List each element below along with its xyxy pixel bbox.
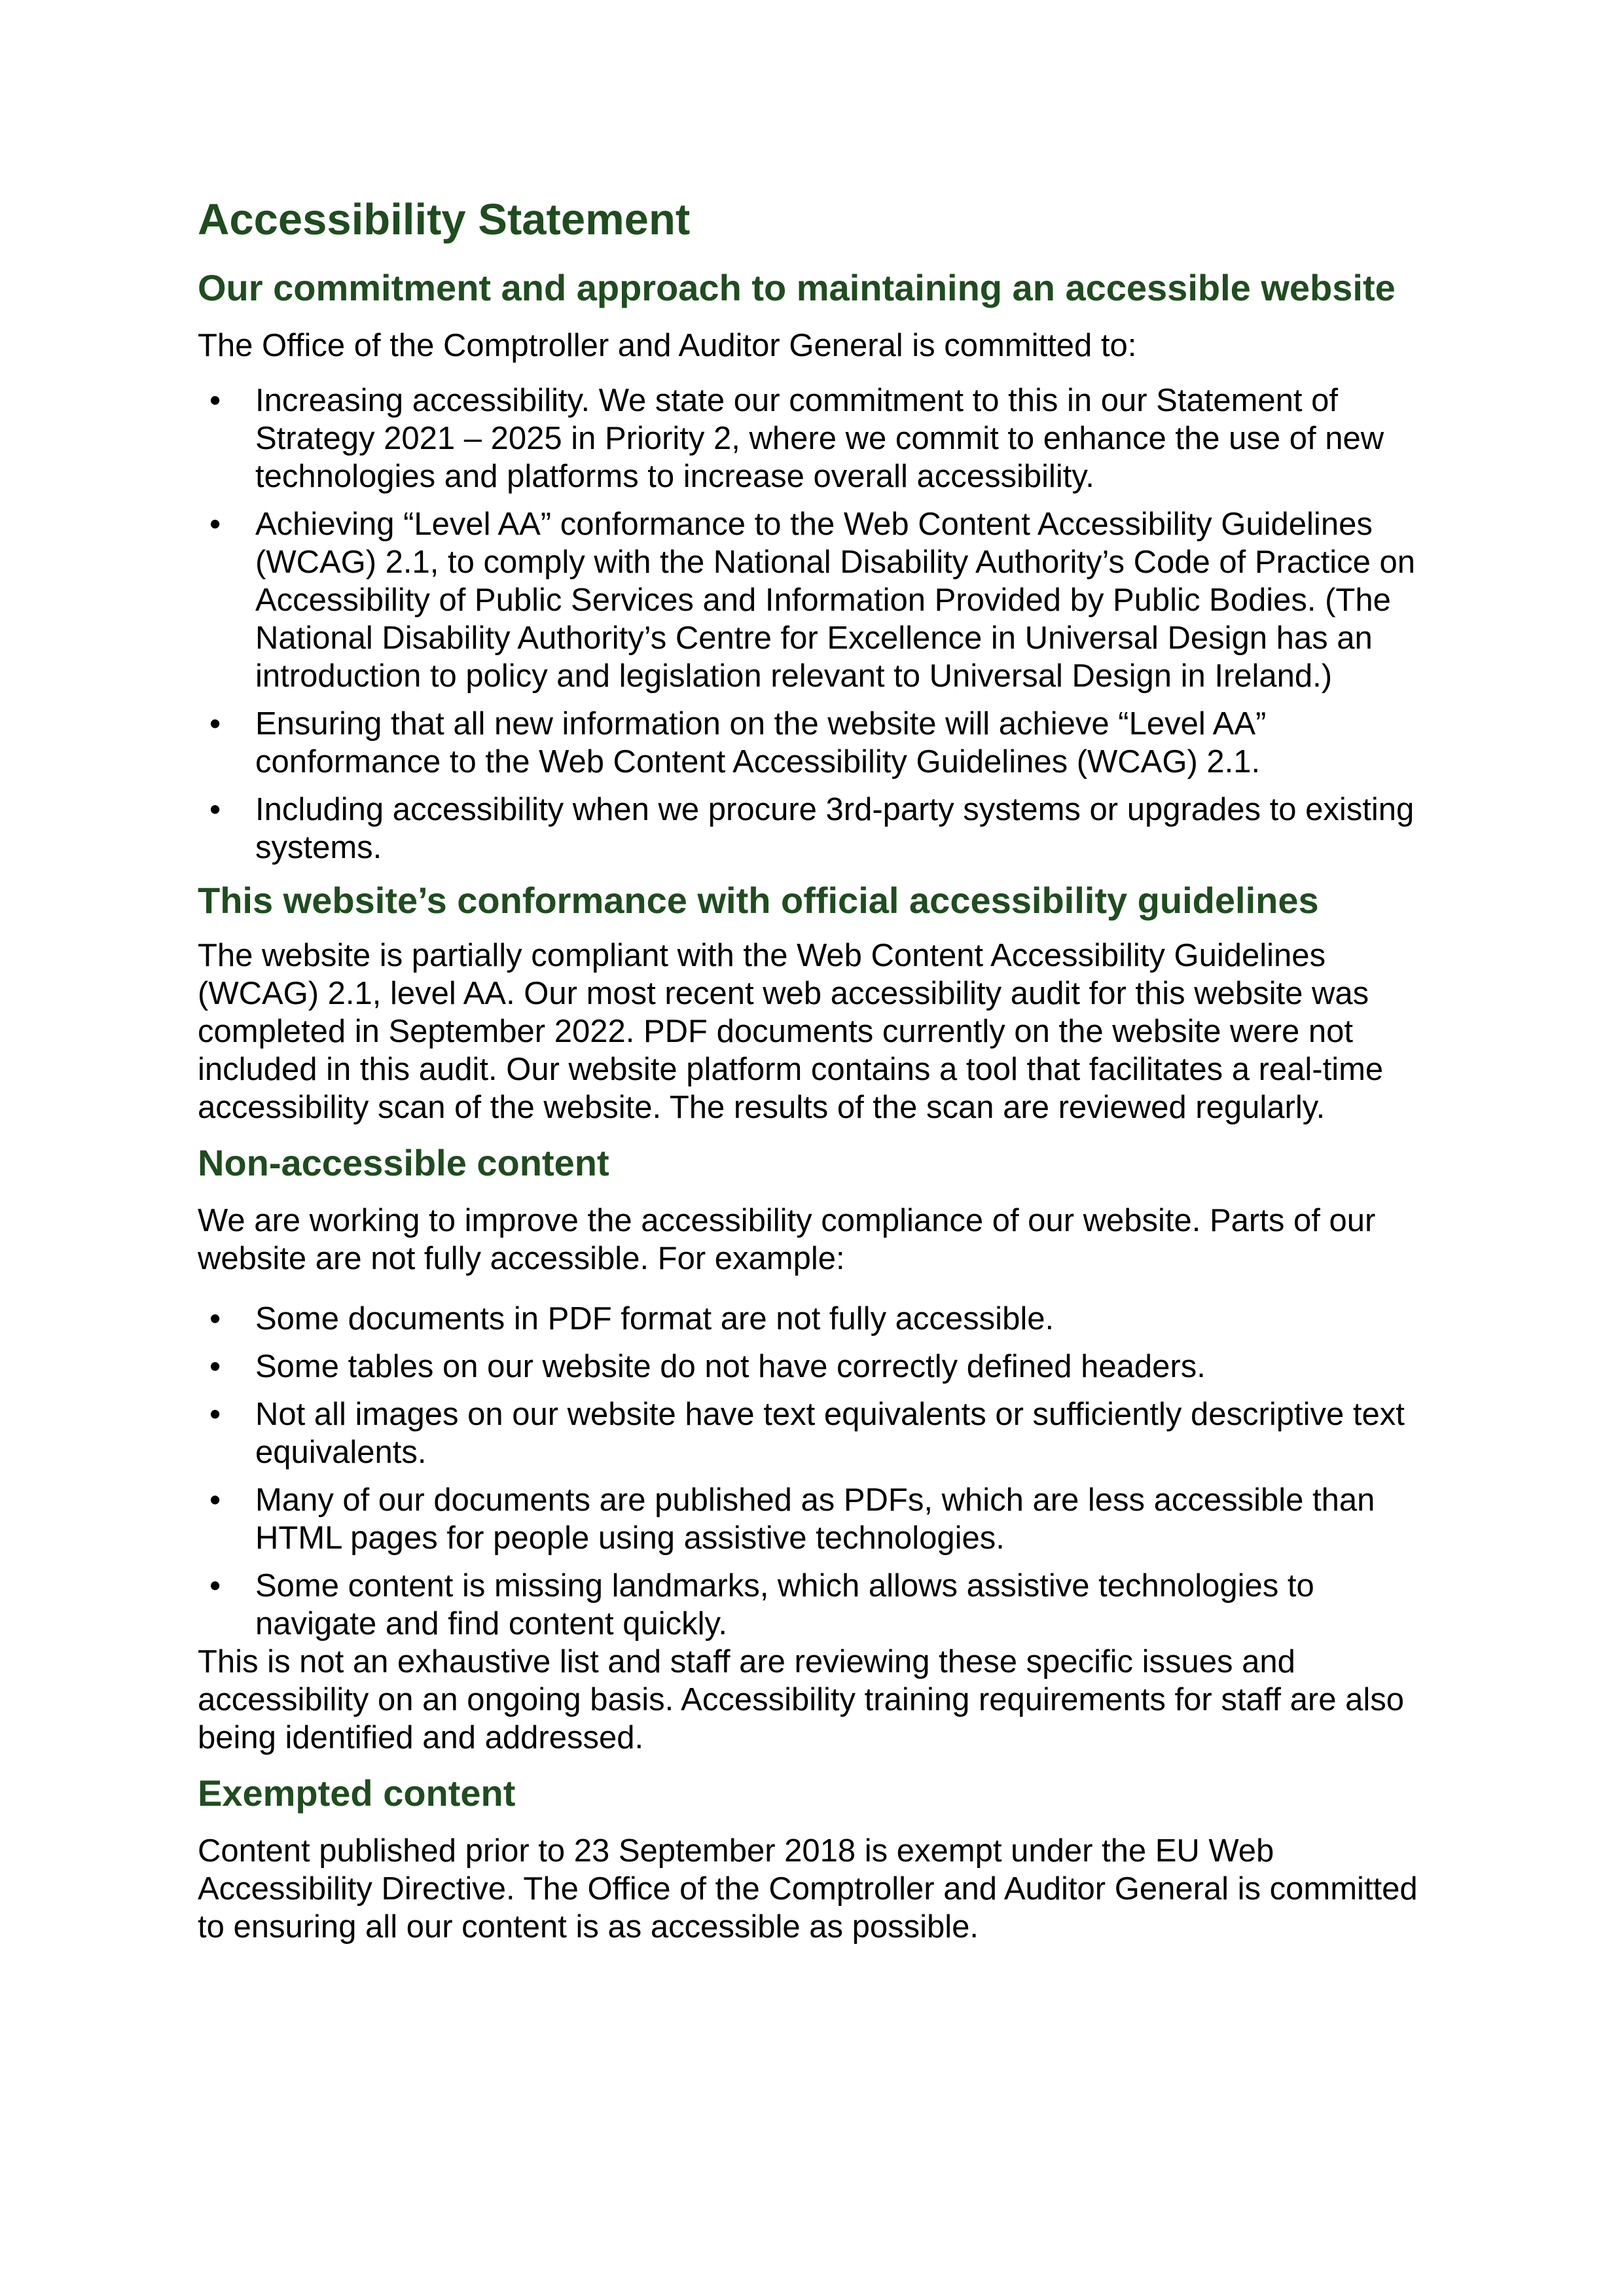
list-item: • Some content is missing landmarks, which allows assistive technologies to navigate and find content quickly. — [198, 1567, 1441, 1643]
list-item: • Ensuring that all new information on the website will achieve “Level AA” conformance to the Web Content Accessibility Guidelines (WCAG) 2.1. — [198, 705, 1441, 781]
section-heading-conformance: This website’s conformance with official accessibility guidelines — [198, 880, 1319, 921]
non-accessible-list — [198, 1300, 1441, 1643]
list-item: • Many of our documents are published as PDFs, which are less accessible than HTML pages for people using assistive technologies. — [198, 1481, 1441, 1557]
list-item: • Some tables on our website do not have correctly defined headers. — [198, 1348, 1441, 1386]
section-heading-non-accessible: Non-accessible content — [198, 1142, 609, 1183]
document-content — [198, 194, 1441, 1946]
list-item: • Including accessibility when we procure 3rd-party systems or upgrades to existing systems. — [198, 791, 1441, 867]
commitment-list — [198, 382, 1441, 867]
commitment-intro: The Office of the Comptroller and Auditor General is committed to: — [198, 328, 1137, 363]
section-heading-exempted: Exempted content — [198, 1772, 516, 1814]
conformance-body: The website is partially compliant with the Web Content Accessibility Guidelines (WCAG) 2.1, level AA. Our most recent web accessibility audit for this website was completed in September 2022. PDF documents currently on the website were not included in this audit. Our website platform contains a tool that facilitates a real-time accessibility scan of the website. The results of the scan are reviewed regularly. — [198, 938, 1384, 1125]
list-item: • Some documents in PDF format are not fully accessible. — [198, 1300, 1441, 1338]
list-item: • Not all images on our website have text equivalents or sufficiently descriptive text equivalents. — [198, 1395, 1441, 1471]
list-item: • Increasing accessibility. We state our commitment to this in our Statement of Strategy 2021 – 2025 in Priority 2, where we commit to enhance the use of new technologies and platforms to increase overall accessibility. — [198, 382, 1441, 495]
non-accessible-outro: This is not an exhaustive list and staff are reviewing these specific issues and accessibility on an ongoing basis. Accessibility training requirements for staff are also being identified and addressed. — [198, 1644, 1404, 1755]
list-item: • Achieving “Level AA” conformance to the Web Content Accessibility Guidelines (WCAG) 2.1, to comply with the National Disability Authority’s Code of Practice on Accessibility of Public Services and Information Provided by Public Bodies. (The National Disability Authority’s Centre for Excellence in Universal Design has an introduction to policy and legislation relevant to Universal Design in Ireland.) — [198, 505, 1441, 695]
non-accessible-intro: We are working to improve the accessibility compliance of our website. Parts of our website are not fully accessible. For example: — [198, 1203, 1376, 1276]
section-heading-commitment: Our commitment and approach to maintaining an accessible website — [198, 267, 1396, 308]
exempted-body: Content published prior to 23 September 2018 is exempt under the EU Web Accessibility Directive. The Office of the Comptroller and Auditor General is committed to ensuring all our content is as accessible as possible. — [198, 1833, 1418, 1945]
page-title: Accessibility Statement — [198, 195, 691, 244]
